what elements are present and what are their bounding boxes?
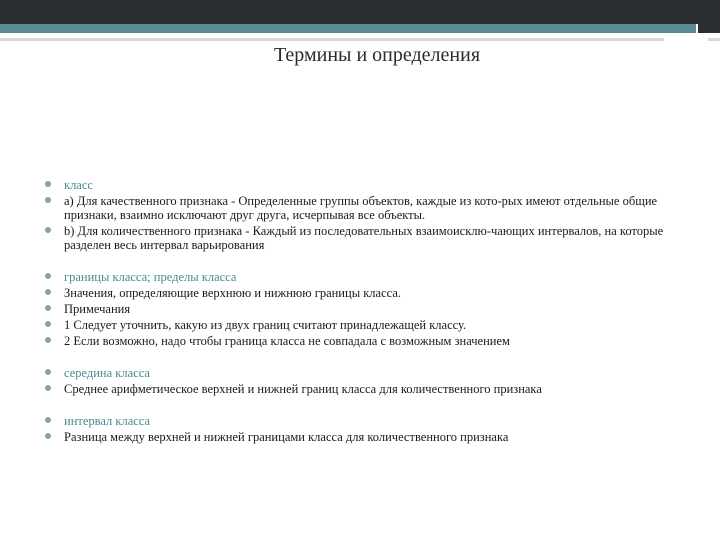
slide-accent-bar <box>0 24 696 33</box>
item-text: Примечания <box>64 302 131 316</box>
item-text: Разница между верхней и нижней границами класса для количественного признака <box>64 430 509 444</box>
definition-text <box>43 302 673 316</box>
slide-content <box>43 178 673 446</box>
term-heading <box>43 366 673 380</box>
bullet-group <box>43 178 673 252</box>
slide-title: Термины и определения <box>273 44 481 66</box>
bullet-icon <box>45 385 51 391</box>
definition-text <box>43 382 673 396</box>
item-text: Значения, определяющие верхнюю и нижнюю границы класса. <box>64 286 401 300</box>
bullet-group <box>43 270 673 348</box>
bullet-icon <box>45 273 51 279</box>
bullet-icon <box>45 305 51 311</box>
definition-text <box>43 224 673 252</box>
bullet-icon <box>45 369 51 375</box>
item-text: интервал класса <box>64 414 151 428</box>
item-text: середина класса <box>64 366 150 380</box>
slide-top-bar <box>0 0 720 24</box>
title-divider <box>0 38 664 41</box>
slide-accent-bar-end <box>698 24 720 33</box>
item-text: границы класса; пределы класса <box>64 270 237 284</box>
term-heading <box>43 178 673 192</box>
definition-text <box>43 334 673 348</box>
title-divider-end <box>708 38 720 41</box>
bullet-icon <box>45 289 51 295</box>
bullet-icon <box>45 181 51 187</box>
bullet-icon <box>45 433 51 439</box>
bullet-icon <box>45 417 51 423</box>
bullet-group <box>43 366 673 396</box>
item-text: 1 Следует уточнить, какую из двух границ считают принадлежащей классу. <box>64 318 467 332</box>
item-text: 2 Если возможно, надо чтобы граница класса не совпадала с возможным значением <box>64 334 510 348</box>
term-heading <box>43 270 673 284</box>
bullet-icon <box>45 227 51 233</box>
definition-text <box>43 286 673 300</box>
definition-text <box>43 194 673 222</box>
item-text: а) Для качественного признака - Определенные группы объектов, каждые из кото-рых имеют отдельные общие признаки, взаимно исключают друг друга, исчерпывая все объекты. <box>64 194 658 222</box>
bullet-icon <box>45 197 51 203</box>
definition-text <box>43 430 673 444</box>
bullet-group <box>43 414 673 444</box>
term-heading <box>43 414 673 428</box>
bullet-icon <box>45 337 51 343</box>
item-text: Среднее арифметическое верхней и нижней границ класса для количественного признака <box>64 382 542 396</box>
bullet-icon <box>45 321 51 327</box>
definition-text <box>43 318 673 332</box>
item-text: b) Для количественного признака - Каждый из последовательных взаимоисклю-чающих интервалов, на которые разделен весь интервал варьирования <box>64 224 664 252</box>
item-text: класс <box>64 178 93 192</box>
